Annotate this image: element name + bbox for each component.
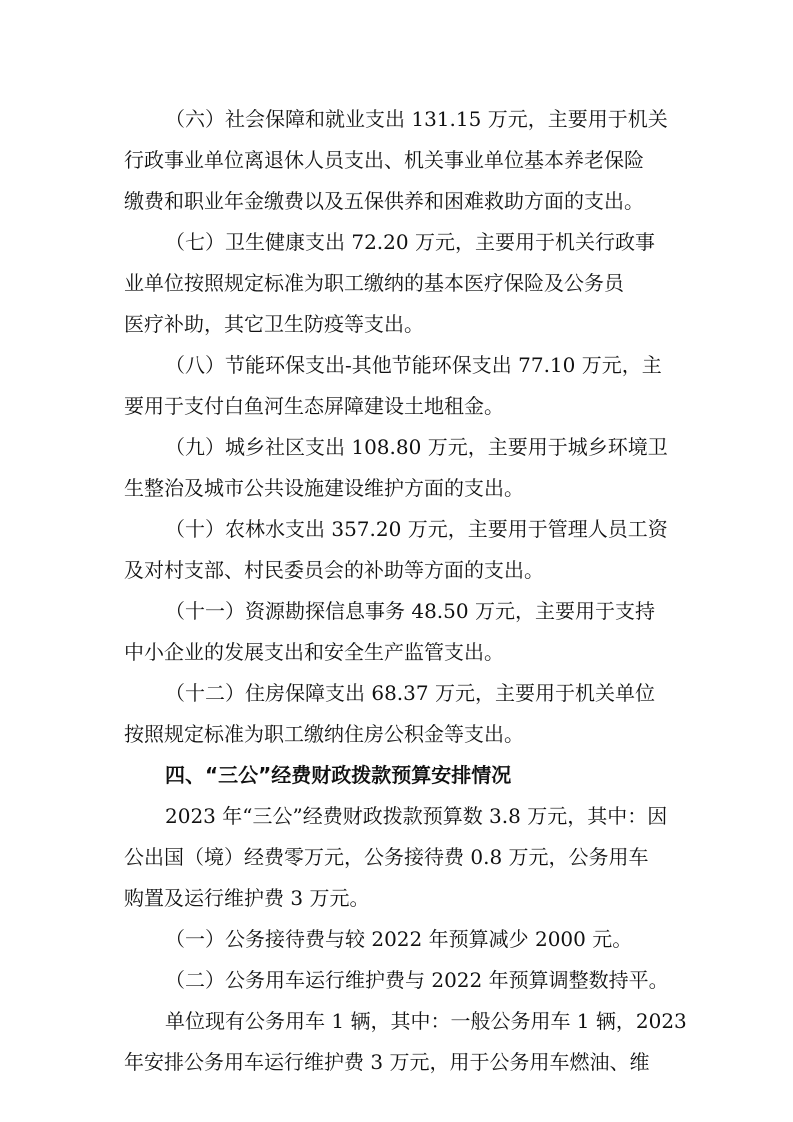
paragraph-line: 医疗补助，其它卫生防疫等支出。 — [124, 312, 424, 336]
paragraph-line: （九）城乡社区支出 108.80 万元，主要用于城乡环境卫 — [165, 435, 668, 459]
paragraph-line: 年安排公务用车运行维护费 3 万元，用于公务用车燃油、维 — [124, 1050, 650, 1074]
paragraph-line: 及对村支部、村民委员会的补助等方面的支出。 — [124, 558, 544, 582]
paragraph-line: （十）农林水支出 357.20 万元，主要用于管理人员工资 — [165, 517, 668, 541]
paragraph-line: 行政事业单位离退休人员支出、机关事业单位基本养老保险 — [124, 148, 644, 172]
paragraph-line: 缴费和职业年金缴费以及五保供养和困难救助方面的支出。 — [124, 189, 644, 213]
paragraph-line: 购置及运行维护费 3 万元。 — [124, 886, 370, 910]
paragraph-line: （八）节能环保支出-其他节能环保支出 77.10 万元，主 — [165, 353, 662, 377]
paragraph-line: （七）卫生健康支出 72.20 万元，主要用于机关行政事 — [165, 230, 655, 254]
paragraph-line: 2023 年“三公”经费财政拨款预算数 3.8 万元，其中：因 — [165, 804, 668, 828]
paragraph-line: （六）社会保障和就业支出 131.15 万元，主要用于机关 — [165, 107, 668, 131]
paragraph-line: 业单位按照规定标准为职工缴纳的基本医疗保险及公务员 — [124, 271, 624, 295]
paragraph-line: （二）公务用车运行维护费与 2022 年预算调整数持平。 — [165, 968, 669, 992]
paragraph-line: （一）公务接待费与较 2022 年预算减少 2000 元。 — [165, 927, 633, 951]
paragraph-line: 按照规定标准为职工缴纳住房公积金等支出。 — [124, 722, 524, 746]
paragraph-line: 公出国（境）经费零万元，公务接待费 0.8 万元，公务用车 — [124, 845, 649, 869]
paragraph-line: 生整治及城市公共设施建设维护方面的支出。 — [124, 476, 524, 500]
paragraph-line: 中小企业的发展支出和安全生产监管支出。 — [124, 640, 504, 664]
paragraph-line: 单位现有公务用车 1 辆，其中：一般公务用车 1 辆，2023 — [165, 1009, 687, 1033]
paragraph-line: 要用于支付白鱼河生态屏障建设土地租金。 — [124, 394, 504, 418]
paragraph-line: （十二）住房保障支出 68.37 万元，主要用于机关单位 — [165, 681, 655, 705]
paragraph-line: （十一）资源勘探信息事务 48.50 万元，主要用于支持 — [165, 599, 655, 623]
section-heading: 四、“三公”经费财政拨款预算安排情况 — [165, 763, 512, 787]
